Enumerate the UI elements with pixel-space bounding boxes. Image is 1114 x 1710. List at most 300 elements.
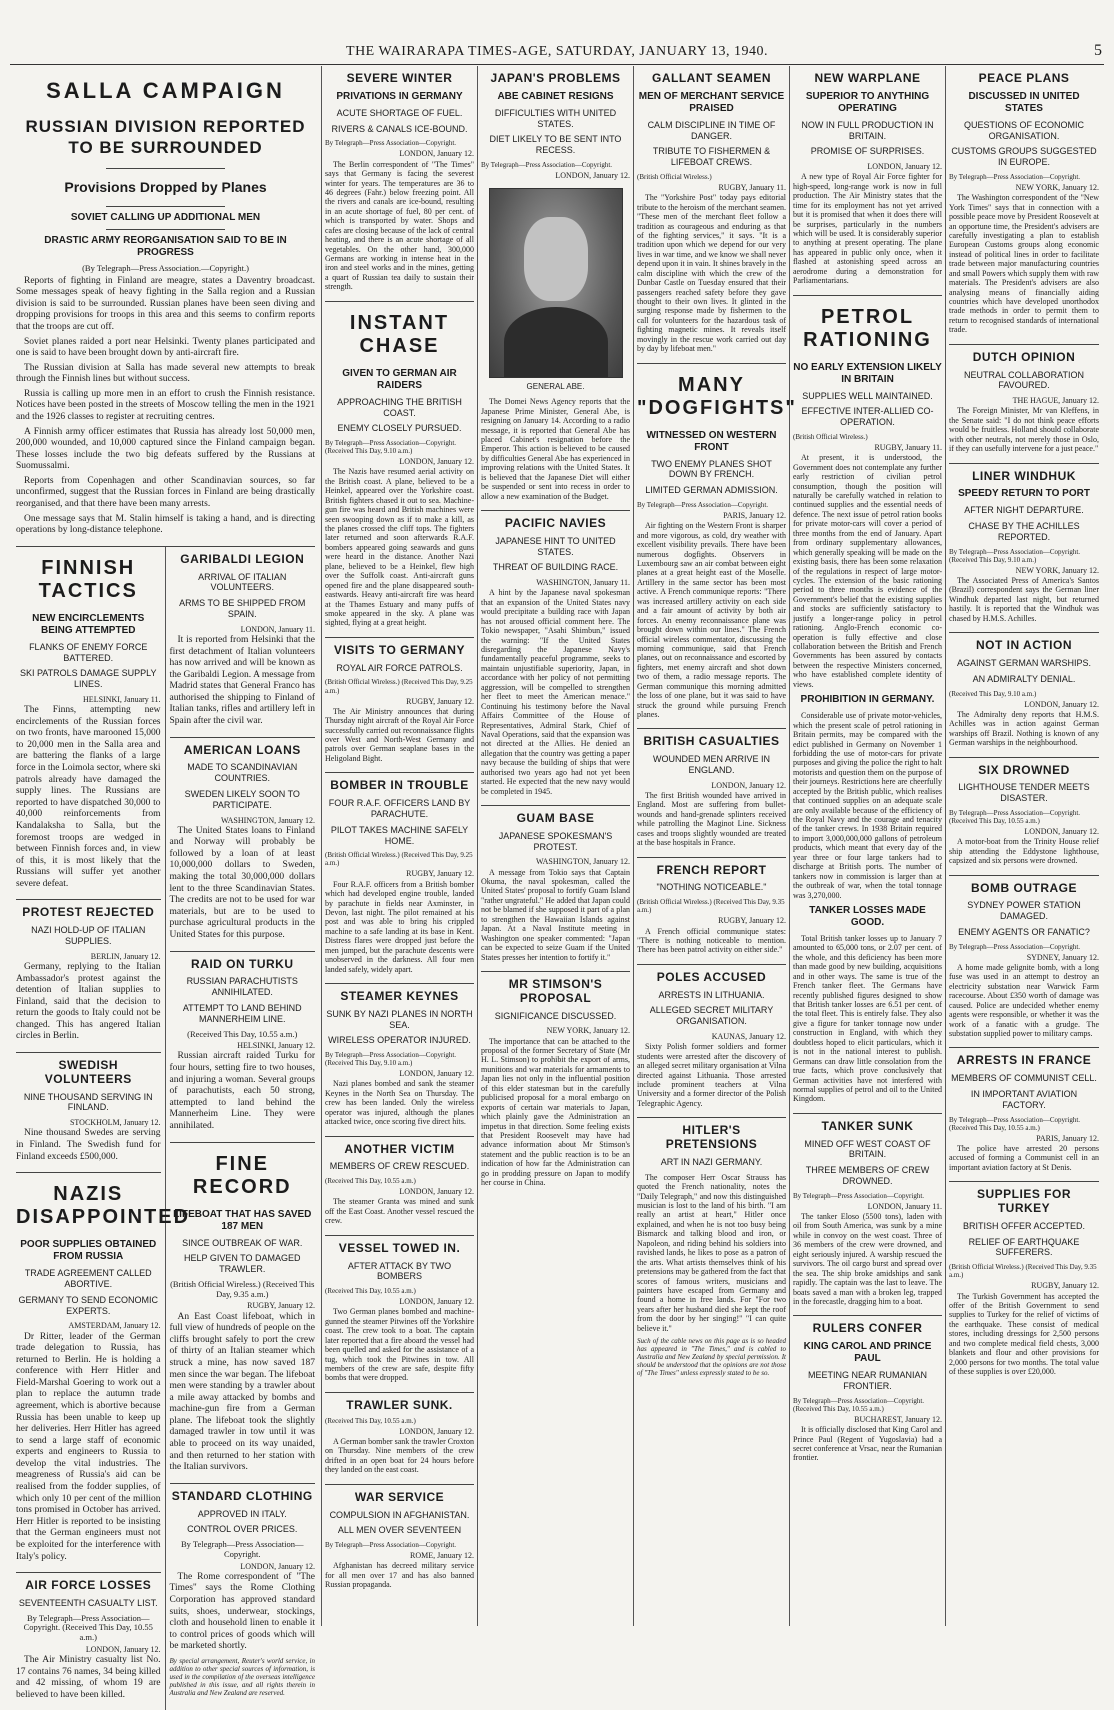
paragraph: Germany, replying to the Italian Ambassador's protest against the detention of Italian supplies to Finland, said that the decision to return the goods to Italy could not be changed. This has angered Italian circles in Berlin. [16,961,161,1042]
deck: IN IMPORTANT AVIATION FACTORY. [970,1089,1078,1110]
deck: NEUTRAL COLLABORATION FAVOURED. [963,369,1085,391]
article-poles [637,965,786,1118]
credit: (British Official Wireless.) [637,172,712,181]
deck: MEMBERS OF CREW RESCUED. [329,1161,470,1172]
paragraph: The Foreign Minister, Mr van Kleffens, in the Senate said: "I do not think peace efforts would be fruitless. Holland should collaborate with other neutrals, not merely those in Oslo, if they can usefully intervene for a just peace." [949,406,1099,454]
credit: (British Official Wireless.) [793,433,868,442]
paragraph: A French official communique states: "There is nothing noticeable to mention. There has been patrol activity on either side." [637,926,786,955]
dateline: LONDON, January 12. [1024,827,1099,837]
paragraph: Nine thousand Swedes are serving in Finland. The Swedish fund for Finland exceeds £500,000. [16,1128,161,1162]
article-bomber [325,773,474,984]
article-vessel-towed [325,1236,474,1393]
headline: FRENCH REPORT [656,862,767,877]
paragraph: The Nazis have resumed aerial activity on the British coast. A plane, believed to be a Heinkel, appeared over the Yorkshire coast. British fighters chased it out to sea. Machine-gun fire was heard and British machines were seen swooping down as if to make a kill, as the planes crossed the cliff tops. The fighters later returned and soon afterwards R.A.F. bombers appeared going seawards and guns were heard in the distance. Another Nazi plane, believed to be a Heinkel, flew high over the Suffolk coast. Anti-aircraft guns opened fire and the plane disappeared south-eastwards. Heavy anti-aircraft fire was heard at the Thames Estuary and many puffs of smoke appeared in the sky. A plane was sighted, flying at a great height. [325,467,474,628]
headline: PACIFIC NAVIES [504,516,607,531]
headline: SWEDISH VOLUNTEERS [44,1058,132,1086]
subhead: PROHIBITION IN GERMANY. [800,694,935,706]
headline: GARIBALDI LEGION [180,551,305,566]
reuters-note: By special arrangement, Reuter's world service, in addition to other special sources of information, is used in the compilation of the overseas intelligence published in this issue, and all rights therein in Australia and New Zealand are reserved. [169,1656,315,1698]
deck: SUPERIOR TO ANYTHING OPERATING [805,90,930,114]
paragraph: Two German planes bombed and machine-gunned the steamer Pitwines off the Yorkshire coast. The crew took to a boat. The captain later reported that a fire aboard the vessel had been quelled and asked for the assistance of a tug, which took the Pitwines in tow. All members of the crew are safe, despite fifty bombs that were dropped. [325,1307,474,1383]
deck: ALLEGED SECRET MILITARY ORGANISATION. [649,1005,774,1027]
dateline: NEW YORK, January 12. [546,1026,630,1036]
article-tanker-sunk [793,1114,942,1317]
dateline: RUGBY, January 12. [406,869,474,879]
article-japan [481,66,630,511]
deck: AFTER NIGHT DEPARTURE. [964,505,1084,516]
credit: (By Telegraph—Press Association.—Copyright.) [82,262,249,273]
article-supplies-turkey [949,1182,1099,1385]
headline: ARRESTS IN FRANCE [956,1053,1092,1068]
article-rulers [793,1316,942,1471]
headline: TRAWLER SUNK. [346,1397,453,1412]
deck: SINCE OUTBREAK OF WAR. [182,1237,303,1248]
paragraph: Four R.A.F. officers from a British bomber which had developed engine trouble, landed by parachute in fields near Axminster, in Devon, last night. The pilot remained at his post and was able to bring his crippled machine to a safe landing at its base in Kent. Distress flares were dropped just before the men jumped, but the parachute descents were unobserved in the darkness. All four men landed safely, widely apart. [325,879,474,974]
credit: By Telegraph—Press Association—Copyright. (Received This Day, 10.55 a.m.) [793,1396,925,1413]
credit: By Telegraph—Press Association—Copyright. [325,139,457,148]
dateline: WASHINGTON, January 12. [220,815,315,825]
article-nazis [16,1173,191,1573]
headline: BOMB OUTRAGE [971,880,1077,895]
dateline: KAUNAS, January 12. [711,1032,786,1042]
article-garibaldi [170,547,316,738]
deck: WOUNDED MEN ARRIVE IN ENGLAND. [652,754,770,776]
dateline: LONDON, January 11. [867,1201,942,1211]
paragraph: An East Coast lifeboat, which in full view of hundreds of people on the cliffs brought safely to port the crew of thirty of an Italian steamer which struck a mine, has now saved 187 men since the war began. The lifeboat men were standing by a trawler about a mile away attacked by bombs and machine-gun fire from a German plane. The lifeboat took the slightly damaged trawler in tow until it was able to proceed on its way unaided, and then returned to her station with the Italian survivors. [169,1311,315,1473]
dateline: LONDON, January 12. [555,171,630,181]
deck: SEVENTEENTH CASUALTY LIST. [18,1597,158,1608]
paragraph: A German bomber sank the trawler Croxton on Thursday. Nine members of the crew drifted in an open boat for 24 hours before they landed on the east coast. [325,1436,474,1475]
headline: WAR SERVICE [354,1489,445,1504]
deck: LIMITED GERMAN ADMISSION. [645,485,778,496]
credit: (Received This Day, 10.55 a.m.) [187,1028,298,1039]
dateline: LONDON, January 12. [711,780,786,790]
deck: LIGHTHOUSE TENDER MEETS DISASTER. [958,782,1090,804]
article-instant-chase [325,302,474,638]
headline: VESSEL TOWED IN. [338,1240,461,1255]
dateline: RUGBY, January 12. [406,696,474,706]
credit: By Telegraph—Press Association—Copyright. (Received This Day, 9.10 a.m.) [325,439,457,456]
deck: AFTER ATTACK BY TWO BOMBERS [347,1260,452,1282]
credit: By Telegraph—Press Association—Copyright. [949,942,1081,951]
column-7 [946,66,1102,1626]
paragraph: Reports of fighting in Finland are meagre, states a Daventry broadcast. Some messages speak of heavy fighting in the Salla region and a Russian division is said to be surrounded. Russian planes have been seen diving and dropping provisions for troops in this area and this seems to confirm reports that the troops are cut off. [16,275,315,332]
article-protest [16,900,161,1053]
headline: ANOTHER VICTIM [344,1141,455,1156]
article-hitler [637,1118,786,1387]
credit: (British Official Wireless.) (Received This Day, 9.25 a.m.) [325,851,473,868]
dateline: LONDON, January 12. [399,457,474,467]
deck: ROYAL AIR FORCE PATROLS. [336,662,463,673]
paragraph: Considerable use of private motor-vehicles, which the present scale of petrol rationing in Britain permits, may be compared with the edict published in Germany on November 1 forbidding the use of motor-cars for private purposes and giving the police the right to halt motorists and question them on the purpose of their journeys. Restrictions here are cheerfully accepted by the British public, which realises that continued supplies on an adequate scale are only available because of the efficiency of the Royal Navy and the courage and tenacity of the tanker crews. In 1938 Britain required to import 3,000,000,000 gallons of petroleum products, which meant that every day of the year three or four large tankers had to discharge at British ports. The number of tankers now in commission is larger than at the outbreak of war, when the total tonnage was 3,270,000. [793,711,942,900]
credit: By Telegraph—Press Association—Copyright. (Received This Day, 10.55 a.m.) [23,1612,153,1643]
headline: NOT IN ACTION [975,638,1073,653]
deck: TWO ENEMY PLANES SHOT DOWN BY FRENCH. [651,458,772,480]
left-subcolumns [16,547,315,1710]
headline: HITLER'S PRETENSIONS [665,1123,758,1152]
credit: (British Official Wireless.) (Received This Day, 9.35 a.m.) [170,1278,315,1299]
article-dutch [949,345,1099,464]
deck: BRITISH OFFER ACCEPTED. [962,1220,1085,1231]
deck: RUSSIAN DIVISION REPORTED TO BE SURROUNDED [25,117,306,157]
deck: DISCUSSED IN UNITED STATES [968,90,1080,114]
page-number: 5 [1094,42,1102,59]
headline: SEVERE WINTER [346,71,453,85]
dateline: LONDON, January 12. [1024,699,1099,709]
deck: CONTROL OVER PRICES. [187,1524,298,1535]
dateline: ROME, January 12. [410,1551,474,1561]
paragraph: One message says that M. Stalin himself is taking a hand, and is directing operations by long-distance telephone. [16,513,315,536]
headline: LINER WINDHUK [972,468,1076,483]
paragraph: Total British tanker losses up to January 7 amounted to 65,000 tons, or 2.07 per cent. of the whole, and this deficiency has been more than made good by new building, acquisitions and in other ways. The same is true of the French tanker fleet. The Germans have recently published figures designed to show that British tanker losses are 6.51 per cent. of the total fleet. This is entirely false. They also give a figure for tanker tonnage now under construction in England, with which they doubtless hoped to elicit particulars, which it is not in the national interest to publish. Germans can draw little consolation from the true facts, which prove conclusively that German activities have not interfered with normal supplies of petrol and oil to the United Kingdom. [793,933,942,1104]
headline: PROTEST REJECTED [22,905,155,920]
deck: ABE CABINET RESIGNS [497,90,614,102]
paragraph: Russia is calling up more men in an effort to crush the Finnish resistance. Notices have been posted in the streets of Moscow telling the men in the 1921 and the 1926 classes to register at recruiting centres. [16,388,315,422]
deck: RIVERS & CANALS ICE-BOUND. [331,123,468,134]
article-pacific [481,511,630,806]
dateline: RUGBY, January 12. [247,1301,315,1311]
paragraph: Soviet planes raided a port near Helsinki. Twenty planes participated and one is said to have been brought down by anti-aircraft fire. [16,336,315,359]
paragraph: A Finnish army officer estimates that Russia has already lost 50,000 men, 200,000 wounded, and 10,000 captured since the Finland campaign began. These losses include the two big defeats suffered by the Russians at Suomussalmi. [16,426,315,472]
deck: GERMANY TO SEND ECONOMIC EXPERTS. [18,1294,159,1316]
portrait-photo [489,188,623,378]
article-casualties [637,729,786,857]
paragraph: At present, it is understood, the Government does not contemplate any further early restriction of civilian petrol consumption, though the position will naturally be carefully watched in relation to continued supplies and the essential needs of defence. The next issue of petrol ration books for private motor-cars will cover a period of three months from the end of January. Apart from ordinary supplementary allowances, which generally speaking will be made on the existing basis, there has been some relaxation of the regulations in respect of large motor-cycles. The extension of the basic rationing period to three months is evidence of the Government's belief that the existing supplies and stocks are sufficiently satisfactory to justify a longer-range policy in petrol rationing. Anglo-French economic co-operation is fully effective and close collaboration between the British and French Governments has been assured by contacts between the respective Ministers concerned, who have established complete identity of views. [793,453,942,689]
article-stimson [481,972,630,1197]
deck: WIRELESS OPERATOR INJURED. [328,1035,471,1046]
deck: JAPANESE SPOKESMAN'S PROTEST. [498,830,613,852]
paragraph: It is officially disclosed that King Carol and Prince Paul (Regent of Yugoslavia) had a secret conference at Vrsac, near the Rumanian frontier. [793,1425,942,1463]
column-5 [634,66,797,1626]
headline: TANKER SUNK [821,1118,914,1133]
article-french-report [637,858,786,965]
paragraph: The Domei News Agency reports that the Japanese Prime Minister, General Abe, is resigning on January 14. According to a radio message, it is reported that General Abe has placed Cabinet's resignation before the Emperor. This action is believed to be caused by difficulties General Abe has experienced in improving relations with the United States. It is believed that the Japanese Diet will either be suspended or sent into recess in order to allow a new examination of the Budget. [481,397,630,501]
headline: JAPAN'S PROBLEMS [490,71,621,85]
deck: THREE MEMBERS OF CREW DROWNED. [805,1165,930,1186]
deck: KING CAROL AND PRINCE PAUL [803,1341,932,1365]
article-another-victim [325,1137,474,1236]
paragraph: The Associated Press of America's Santos (Brazil) correspondent says the German liner Windhuk departed last night, but returned hastily. It is reported that the Windhuk was chased by H.M.S. Achilles. [949,576,1099,623]
article-guam [481,806,630,972]
article-windhuk [949,464,1099,634]
article-bomb-outrage [949,876,1099,1049]
credit: By Telegraph—Press Association—Copyright. [793,1191,925,1200]
dateline: NEW YORK, January 12. [1015,183,1099,193]
credit: By Telegraph—Press Association—Copyright. (Received This Day, 10.55 a.m.) [949,1115,1081,1132]
deck: NINE THOUSAND SERVING IN FINLAND. [23,1091,153,1113]
headline: NAZIS DISAPPOINTED [16,1183,191,1229]
dateline: AMSTERDAM, January 12. [68,1321,161,1331]
headline: FINE RECORD [192,1152,292,1198]
credit: (British Official Wireless.) (Received This Day, 9.35 a.m.) [637,898,785,915]
dateline: RUGBY, January 12. [1031,1281,1099,1291]
dateline: WASHINGTON, January 12. [535,857,630,867]
credit: By Telegraph—Press Association—Copyright. [325,1541,457,1550]
headline: VISITS TO GERMANY [334,642,465,657]
paragraph: Afghanistan has decreed military service for all men over 17 and has also banned Russian propaganda. [325,1561,474,1590]
headline: POLES ACCUSED [656,969,767,984]
article-war-service [325,1485,474,1599]
dateline: LONDON, January 12. [399,149,474,159]
paragraph: A message from Tokio says that Captain Okuma, the naval spokesman, called the United States' proposal to fortify Guam Island "rather ungrateful." He added that Japan could not be blamed if she supposed it part of a plan to strengthen the Hawaiian Islands against Japan. At a Naval Institute meeting in Washington one speaker commented: "Japan can be expected to seize Guam if the United States presses her intention to fortify it." [481,867,630,962]
article-petrol [793,296,942,1114]
column-3 [322,66,478,1626]
paragraph: The composer Herr Oscar Strauss has quoted the French nationality, notes the "Daily Telegraph," and now this distinguished musician is lost to the land of his birth. "I am really an artist at heart," Hitler once explained, and when he is not too busy being Bismarck and talking blood and iron, or Napoleon, and riding behind his soldiers into ravished lands, he likes to pose as a patron of the arts. What artists themselves think of his pretensions may be gathered from the fact that scores of famous writers, musicians and painters have escaped from Germany and found a home in free lands. For "For two years after her husband died she kept the roof from the door by her singing!" "I can quite believe it." [637,1172,786,1333]
deck: PROMISE OF SURPRISES. [810,146,925,157]
deck: ENEMY CLOSELY PURSUED. [337,423,462,434]
headline: BOMBER IN TROUBLE [330,778,469,793]
column-4 [478,66,634,1626]
deck: SPEEDY RETURN TO PORT [958,488,1090,500]
deck: POOR SUPPLIES OBTAINED FROM RUSSIA [20,1239,157,1263]
dateline: RUGBY, January 11. [874,443,942,453]
dateline: LONDON, January 12. [399,1426,474,1436]
credit: By Telegraph—Press Association—Copyright. [637,501,769,510]
article-fine-record [170,1143,316,1484]
paragraph: It is reported from Helsinki that the first detachment of Italian volunteers has now arrived and will be known as the Garibaldi Legion. A message from Madrid states that General Franco has authorised the shipping to Finland of Italian tanks, rifles and artillery left in Spain after the civil war. [169,634,315,726]
headline: STANDARD CLOTHING [171,1488,313,1503]
headline: SIX DROWNED [978,762,1070,777]
article-arrests [949,1048,1099,1182]
deck: TRIBUTE TO FISHERMEN & LIFEBOAT CREWS. [652,146,771,168]
headline: GUAM BASE [516,811,595,826]
paragraph: The police have arrested 20 persons accused of forming a Communist cell in an important aviation factory at St Denis. [949,1143,1099,1172]
article-severe-winter [325,66,474,302]
deck: ALL MEN OVER SEVENTEEN [337,1525,462,1536]
deck: ARRESTS IN LITHUANIA. [658,989,765,1000]
deck: Provisions Dropped by Planes [64,179,267,196]
deck: SKI PATROLS DAMAGE SUPPLY LINES. [19,668,157,690]
headline: PETROL RATIONING [803,305,932,351]
deck: ARMS TO BE SHIPPED FROM SPAIN. [179,598,306,619]
credit: By Telegraph—Press Association—Copyright. (Received This Day, 10.55 a.m.) [949,808,1081,826]
dateline: PARIS, January 12. [1036,1133,1099,1143]
dateline: LONDON, January 12. [399,1297,474,1307]
column-6 [790,66,946,1626]
dateline: BERLIN, January 12. [90,951,161,961]
article-keynes [325,984,474,1137]
deck: SWEDEN LIKELY SOON TO PARTICIPATE. [184,788,300,810]
headline: BRITISH CASUALTIES [643,734,780,749]
headline: GALLANT SEAMEN [652,71,771,85]
dateline: LONDON, January 12. [85,1644,161,1654]
paragraph: The United States loans to Finland and Norway will probably be followed by a loan of at least 10,000,000 dollars to Sweden, making the total 30,000,000 dollars lent to the three Scandinavian States. The credits are not to be used for war materials, but are to be used to purchase agricultural products in the United States for this purpose. [169,825,315,940]
paragraph: The steamer Granta was mined and sunk off the East Coast. Another vessel rescued the crew. [325,1197,474,1226]
paragraph: The Turkish Government has accepted the offer of the British Government to send supplies to Turkey for the relief of victims of the earthquake. These consist of medical stores, including dressings for 2,500 persons and two complete medical field chests, 3,000 blankets and flour and other provisions for 2,000 persons for two months. The total value of these supplies is over £20,000. [949,1291,1099,1377]
deck: EFFECTIVE INTER-ALLIED CO-OPERATION. [801,406,934,428]
masthead-title: THE WAIRARAPA TIMES-AGE, SATURDAY, JANUARY 13, 1940. [346,44,768,59]
credit: By Telegraph—Press Association—Copyright. [181,1539,304,1559]
paragraph: The Admiralty deny reports that H.M.S. Achilles was in action against German warships off Brazil. Nothing is known of any German warships in the neighbourhood. [949,709,1099,748]
deck: SOVIET CALLING UP ADDITIONAL MEN [70,211,261,223]
credit: (British Official Wireless.) (Received This Day, 9.35 a.m.) [949,1263,1097,1280]
headline: MANY "DOGFIGHTS" [637,373,797,419]
headline: STEAMER KEYNES [340,989,459,1003]
paragraph: The tanker Eloso (5500 tons), laden with oil from South America, was sunk by a mine while in convoy on the west coast. Three of 36 members of the crew were drowned, and eight seriously injured. A warship rescued the survivors. The oil cargo burst and spread over the sea. The ship broke amidships and sank rapidly. The captain was the last to leave. The boats saved a man with a broken leg, trapped in the forecastle, dragging him to a boat. [793,1212,942,1306]
photo-caption: GENERAL ABE. [526,382,585,392]
dateline: HELSINKI, January 12. [237,1041,315,1051]
dateline: NEW YORK, January 12. [1015,565,1099,575]
dateline: HELSINKI, January 11. [83,694,161,704]
deck: SIGNIFICANCE DISCUSSED. [494,1010,617,1021]
credit: By Telegraph—Press Association—Copyright. (Received This Day, 9.10 a.m.) [325,1051,457,1068]
column-left [10,66,322,1700]
headline: PEACE PLANS [978,71,1070,85]
paragraph: Reports from Copenhagen and other Scandinavian sources, so far unconfirmed, suggest that the Russian forces in Finland are being drastically reorganised, and that there have been many arrests. [16,475,315,510]
deck: ENEMY AGENTS OR FANATIC? [958,926,1090,937]
article-dogfights [637,364,797,730]
deck: CUSTOMS GROUPS SUGGESTED IN EUROPE. [951,146,1097,168]
credit: By Telegraph—Press Association—Copyright. (Received This Day, 9.10 a.m.) [949,547,1081,564]
dateline: RUGBY, January 11. [718,183,786,193]
deck: DIFFICULTIES WITH UNITED STATES. [494,107,617,129]
headline: FINNISH TACTICS [38,556,138,602]
paragraph: A motor-boat from the Trinity House relief ship attending the Eddystone lighthouse, capsized and six persons were drowned. [949,837,1099,866]
article-six-drowned [949,758,1099,876]
deck: NEW ENCIRCLEMENTS BEING ATTEMPTED [32,612,145,636]
paragraph: Dr Ritter, leader of the German trade delegation to Russia, has returned to Berlin. He is holding a conference with Herr Hitler and Field-Marshal Goering to work out a plan to replace the autumn trade agreement, which is abortive because Russia has been unable to keep up her deliveries. Herr Hitler has agreed to send a large staff of economic experts and engineers to Russia to develop the vital industries. The meagreness of Russia's aid can be realised from the fodder supplies, of which only 10 per cent of the million tons promised in October has arrived. Herr Hitler is reported to be insisting that the German engineers must not be exploited for the interference with Italy's policy. [16,1331,161,1562]
deck: MEN OF MERCHANT SERVICE PRAISED [638,90,785,114]
deck: SYDNEY POWER STATION DAMAGED. [967,900,1081,922]
deck: THREAT OF BUILDING RACE. [492,562,619,573]
deck: RELIEF OF EARTHQUAKE SUFFERERS. [968,1236,1080,1258]
deck: ARRIVAL OF ITALIAN VOLUNTEERS. [198,571,287,593]
paragraph: The Air Ministry casualty list No. 17 contains 76 names, 34 being killed and 42 missing, of whom 19 are believed to have been killed. [16,1655,161,1700]
article-airforce [16,1573,161,1710]
dateline: LONDON, January 12. [867,162,942,172]
deck: HELP GIVEN TO DAMAGED TRAWLER. [183,1253,301,1275]
credit: (Received This Day, 9.10 a.m.) [949,689,1037,698]
subhead: TANKER LOSSES MADE GOOD. [809,904,926,928]
newspaper-page [10,66,1104,1700]
deck: AGAINST GERMAN WARSHIPS. [956,658,1092,668]
article-swedish [16,1053,161,1173]
paragraph: Air fighting on the Western Front is sharper and more vigorous, as cold, dry weather with excellent visibility prevails. There have been numerous dogfights. Observers in Luxembourg saw an air combat between eight planes at a great height east of the Moselle. Artillery in the same sector has been most active. A French communique reports: "There was increased artillery activity on each side and a fair amount of activity by both air forces. An enemy reconnaissance plane was brought down within our lines." The French official wireless commentator, discussing the morning communique, said that French planes, out on reconnaissance and escorted by fighters, met enemy aircraft and shot down two of them, a radio message reports. The German communique this morning admitted the loss of one plane, but it was said to have struck the ground while pursuing French planes. [637,521,786,720]
dateline: LONDON, January 11. [240,624,315,634]
dateline: LONDON, January 12. [399,1069,474,1079]
paragraph: Sixty Polish former soldiers and former students were arrested after the discovery of an alleged secret military organisation at Vilna directed against Lithuania. Those arrested include prominent teachers at Vilna University and a former director of the Polish Telegraphic Agency. [637,1042,786,1108]
dateline: PARIS, January 12. [723,511,786,521]
headline: SALLA CAMPAIGN [46,78,285,103]
credit: (British Official Wireless.) (Received This Day, 9.25 a.m.) [325,678,473,695]
credit: (Received This Day, 10.55 a.m.) [325,1416,416,1425]
deck: MEETING NEAR RUMANIAN FRONTIER. [807,1370,927,1391]
paragraph: Russian aircraft raided Turku for four hours, setting fire to two houses, and injuring a woman. Several groups of parachutists, each 50 strong, attempted to land behind the Mannerheim Line. They were annihilated. [169,1051,315,1131]
article-not-in-action [949,633,1099,757]
deck: QUESTIONS OF ECONOMIC ORGANISATION. [963,119,1084,141]
deck: DRASTIC ARMY REORGANISATION SAID TO BE IN PROGRESS [44,234,287,258]
deck: ACUTE SHORTAGE OF FUEL. [336,107,463,118]
deck: WITNESSED ON WESTERN FRONT [646,429,777,453]
deck: LIFEBOAT THAT HAS SAVED 187 MEN [173,1208,312,1232]
dateline: THE HAGUE, January 12. [1012,396,1099,406]
subcolumn-a [16,547,191,1710]
deck: MEMBERS OF COMMUNIST CELL. [951,1073,1097,1084]
article-warplane [793,66,942,296]
masthead [10,4,1104,65]
deck: COMPULSION IN AFGHANISTAN. [329,1509,470,1520]
dateline: STOCKHOLM, January 12. [69,1118,161,1128]
headline: NEW WARPLANE [814,71,921,85]
deck: SUPPLIES WELL MAINTAINED. [802,390,933,401]
dateline: SYDNEY, January 12. [1026,952,1099,962]
deck: APPROVED IN ITALY. [197,1508,287,1519]
headline: RULERS CONFER [812,1321,923,1336]
article-trawler [325,1393,474,1485]
article-finnish-tactics [16,547,161,901]
paragraph: Nazi planes bombed and sank the steamer Keynes in the North Sea on Thursday. The crew has been landed. Only the wireless operator was injured, although the planes attacked twice, once scoring five direct hits. [325,1079,474,1127]
deck: DIET LIKELY TO BE SENT INTO RECESS. [489,134,622,156]
paragraph: A hint by the Japanese naval spokesman that an expansion of the United States navy would precipitate a building race with Japan has not aroused official comment here. The Tokio newspaper, "Asahi Shimbun," issued the warning: "If the United States disregarding the Japanese Navy's fundamentally peaceful programme, seeks to maintain unjustifiable superiority, Japan, in accordance with her policy of not permitting aggression, will be compelled to strengthen her fleet to meet the American menace." Continuing his testimony before the Naval Affairs Committee of the House of Representatives, Admiral Stark, Chief of Naval Operations, said that the expansion was not directed at the Allies. He denied an allegation that the country was getting a paper navy because the building of ships that were authorised two years ago had not yet been started. He expected that the new navy would be completed in 1945. [481,588,630,796]
paragraph: A new type of Royal Air Force fighter for high-speed, long-range work is now in full production. The Air Ministry states that the time for its employment has not yet arrived but it is promised that when it does there will be surprises, particularly in the numbers which will be used. It is considerably superior to anything at present operating. The plane has appeared in public only once, when it flashed at astonishing speed across an aerodrome during a demonstration for Parliamentarians. [793,172,942,286]
times-note: Such of the cable news on this page as is so headed has appeared in "The Times," and is cabled to Australia and New Zealand by special permission. It should be understood that the opinions are not those of "The Times" unless expressly stated to be so. [637,1337,786,1378]
paragraph: The Rome correspondent of "The Times" says the Rome Clothing Corporation has approved standard suits, shoes, underwear, stockings, cloth and household linen to enable it to control prices of goods which will be marketed shortly. [169,1571,315,1652]
credit: (Received This Day, 10.55 a.m.) [325,1287,416,1296]
dateline: RUGBY, January 12. [718,916,786,926]
article-clothing [170,1484,316,1707]
paragraph: The importance that can be attached to the proposal of the former Secretary of State (Mr H. L. Stimson) to prohibit the export of arms, munitions and war materials for armaments to Japan lies not only in the influential position of this elder statesman but in the carefully publicised proposal for a moral embargo on exports of certain war materials to Japan, which plainly gave the Administration an impetus in that direction. Some feeling exists that President Roosevelt may have had advance information about Mr Stimson's statement and the public reaction is to be an indication of how far the Administration can go in prodding pressure on Japan to modify her course in China. [481,1036,630,1188]
article-loans [170,738,316,952]
deck: JAPANESE HINT TO UNITED STATES. [495,535,616,557]
deck: PILOT TAKES MACHINE SAFELY HOME. [330,824,469,846]
headline: MR STIMSON'S PROPOSAL [508,976,603,1005]
paragraph: The Air Ministry announces that during Thursday night aircraft of the Royal Air Force successfully carried out reconnaissance flights over West and North-West Germany and patrols over German seaplane bases in the Heligoland Bight. [325,706,474,763]
deck: CALM DISCIPLINE IN TIME OF DANGER. [647,119,776,141]
paragraph: A home made gelignite bomb, with a long fuse was used in an attempt to destroy an electricity substation near Warwick Farm racecourse. About £350 worth of damage was caused. Police are undecided whether enemy agents were responsible, or whether it was the work of a fanatic with a grudge. The substation supplied power to military camps. [949,962,1099,1039]
paragraph: The "Yorkshire Post" today pays editorial tribute to the heroism of the merchant seamen. "These men of the merchant fleet follow a tradition as courageous and enduring as that of the fighting services," it says. "It is a tradition upon which we depend for our very lives in war time, and we know we shall never depend upon it in vain. It shines bravely in the calm discipline with which the crew of the Dunbar Castle on Tuesday ensured that their passengers reached safety before they gave thought to their own lives. It glinted in the surging response made by fishermen to the call for volunteers for the hazardous task of fighting magnetic mines. It reveals itself movingly in the rescue work carried out day by day by lifeboat men." [637,193,786,354]
paragraph: The Finns, attempting new encirclements of the Russian forces on two fronts, have marooned 15,000 to 20,000 men in the Salla area and are battering the flanks of a large force in the Loimola sector, where ski patrols already have damaged the supply lines. The Russians are reported to have dispatched 30,000 to 40,000 reinforcements from Kandalaksha to Salla, but the foremost troops are wedged in between Finnish forces and, in view of this, it is most likely that the Russians will suffer yet another severe defeat. [16,705,161,889]
deck: APPROACHING THE BRITISH COAST. [337,396,462,418]
paragraph: The Washington correspondent of the "New York Times" says that in connection with a possible peace move by President Roosevelt at an opportune time, the President's advisers are carefully investigating a plan to establish European Customs groups along economic instead of political lines in order to facilitate trade between major manufacturing countries and small Powers which supply them with raw materials. The President's advisers are also analysing means of financially aiding countries which have developed unorthodox trade methods in order to permit them to return to recognised standards of international trade. [949,193,1099,335]
paragraph: The Berlin correspondent of "The Times" says that Germany is facing the severest winter for years. The temperatures are 36 to 46 degrees (Fahr.) below freezing point. All the rivers and canals are ice-bound, resulting in an acute shortage of fuel, 80 per cent. of which is transported by water. Shops and cafes are closing because of the lack of central heating, and there is an acute shortage of all vegetables. On the other hand, 300,000 Germans are working in intense heat in the iron and steel works and in the mines, getting a quart of Russian tea daily to sustain their strength. [325,159,474,292]
headline: INSTANT CHASE [349,311,450,357]
article-salla [16,66,315,547]
credit: (Received This Day, 10.55 a.m.) [325,1177,416,1186]
article-gallant [637,66,786,364]
deck: ART IN NAZI GERMANY. [660,1156,763,1167]
deck: NO EARLY EXTENSION LIKELY IN BRITAIN [793,361,942,385]
deck: AN ADMIRALTY DENIAL. [972,673,1076,684]
deck: GIVEN TO GERMAN AIR RAIDERS [342,367,457,391]
dateline: LONDON, January 12. [240,1561,315,1571]
dateline: WASHINGTON, January 11. [536,578,630,588]
headline: SUPPLIES FOR TURKEY [976,1187,1071,1216]
deck: ATTEMPT TO LAND BEHIND MANNERHEIM LINE. [182,1002,302,1024]
deck: CHASE BY THE ACHILLES REPORTED. [968,521,1080,542]
article-turku [170,952,316,1143]
headline: DUTCH OPINION [972,349,1076,364]
subcolumn-b [166,547,316,1710]
paragraph: The first British wounded have arrived in England. Most are suffering from bullet-wounds and hand-grenade splinters received while patrolling the Maginot Line. Sickness cases and troops slightly wounded are treated at the base hospitals in France. [637,791,786,848]
credit: By Telegraph—Press Association—Copyright. [949,172,1081,181]
deck: RUSSIAN PARACHUTISTS ANNIHILATED. [186,976,298,998]
article-peace-plans [949,66,1099,345]
headline: AIR FORCE LOSSES [25,1578,152,1593]
paragraph: The Russian division at Salla has made several new attempts to break through the Finnish lines but without success. [16,362,315,385]
deck: FOUR R.A.F. OFFICERS LAND BY PARACHUTE. [328,798,471,819]
deck: FLANKS OF ENEMY FORCE BATTERED. [29,641,148,663]
deck: "NOTHING NOTICEABLE." [656,882,767,893]
dateline: LONDON, January 12. [399,1187,474,1197]
credit: By Telegraph—Press Association—Copyright. [481,160,613,169]
deck: PRIVATIONS IN GERMANY [336,90,463,102]
deck: SUNK BY NAZI PLANES IN NORTH SEA. [326,1008,473,1030]
headline: AMERICAN LOANS [183,742,301,757]
deck: NOW IN FULL PRODUCTION IN BRITAIN. [801,119,934,141]
deck: TRADE AGREEMENT CALLED ABORTIVE. [24,1268,152,1289]
deck: MINED OFF WEST COAST OF BRITAIN. [804,1138,931,1160]
deck: NAZI HOLD-UP OF ITALIAN SUPPLIES. [31,925,146,946]
